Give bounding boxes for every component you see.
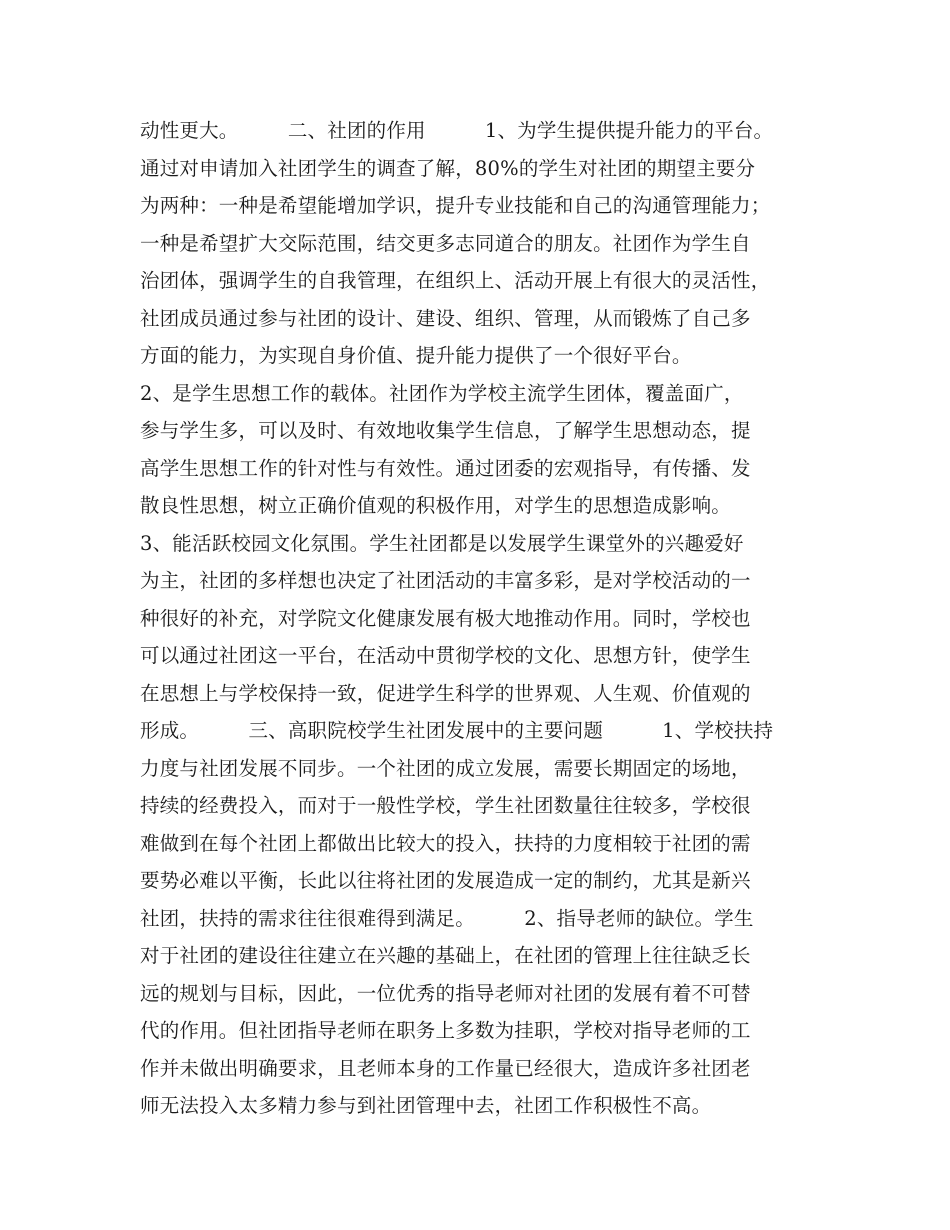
text-line: 治团体，强调学生的自我管理，在组织上、活动开展上有很大的灵活性， xyxy=(140,269,771,292)
text-line: 力度与社团发展不同步。一个社团的成立发展，需要长期固定的场地， xyxy=(140,756,751,780)
text-line: 参与学生多，可以及时、有效地收集学生信息，了解学生思想动态，提 xyxy=(140,419,751,442)
text-line: 方面的能力，为实现自身价值、提升能力提供了一个很好平台。 xyxy=(140,344,692,367)
text-line: 高学生思想工作的针对性与有效性。通过团委的宏观指导，有传播、发 xyxy=(140,456,751,480)
text-line: 为两种：一种是希望能增加学识，提升专业技能和自己的沟通管理能力； xyxy=(140,194,771,217)
text-line: 师无法投入太多精力参与到社团管理中去，社团工作积极性不高。 xyxy=(140,1094,712,1117)
text-line: 难做到在每个社团上都做出比较大的投入，扶持的力度相较于社团的需 xyxy=(140,831,751,855)
text-line: 远的规划与目标，因此，一位优秀的指导老师对社团的发展有着不可替 xyxy=(140,981,751,1005)
text-line: 要势必难以平衡，长此以往将社团的发展造成一定的制约，尤其是新兴 xyxy=(140,869,751,892)
text-line: 社团成员通过参与社团的设计、建设、组织、管理，从而锻炼了自己多 xyxy=(140,306,751,330)
text-line: 作并未做出明确要求，且老师本身的工作量已经很大，造成许多社团老 xyxy=(140,1056,751,1080)
text-line: 持续的经费投入，而对于一般性学校，学生社团数量往往较多，学校很 xyxy=(140,794,751,817)
text-line: 3、能活跃校园文化氛围。学生社团都是以发展学生课堂外的兴趣爱好 xyxy=(140,531,744,555)
text-line: 种很好的补充，对学院文化健康发展有极大地推动作用。同时，学校也 xyxy=(140,606,751,630)
text-line: 动性更大。 二、社团的作用 1、为学生提供提升能力的平台。 xyxy=(140,119,774,142)
body-text xyxy=(140,112,820,1125)
text-line: 2、是学生思想工作的载体。社团作为学校主流学生团体，覆盖面广， xyxy=(140,381,744,405)
text-line: 社团，扶持的需求往往很难得到满足。 2、指导老师的缺位。学生 xyxy=(140,906,754,930)
text-line: 代的作用。但社团指导老师在职务上多数为挂职，学校对指导老师的工 xyxy=(140,1019,751,1042)
text-line: 形成。 三、高职院校学生社团发展中的主要问题 1、学校扶持 xyxy=(140,719,774,742)
text-line: 一种是希望扩大交际范围，结交更多志同道合的朋友。社团作为学生自 xyxy=(140,231,751,255)
text-line: 通过对申请加入社团学生的调查了解，80%的学生对社团的期望主要分 xyxy=(140,156,756,180)
text-line: 散良性思想，树立正确价值观的积极作用，对学生的思想造成影响。 xyxy=(140,494,732,517)
text-line: 为主，社团的多样想也决定了社团活动的丰富多彩，是对学校活动的一 xyxy=(140,569,751,592)
text-line: 在思想上与学校保持一致，促进学生科学的世界观、人生观、价值观的 xyxy=(140,681,751,705)
text-line: 对于社团的建设往往建立在兴趣的基础上，在社团的管理上往往缺乏长 xyxy=(140,944,751,967)
text-line: 可以通过社团这一平台，在活动中贯彻学校的文化、思想方针，使学生 xyxy=(140,644,751,667)
